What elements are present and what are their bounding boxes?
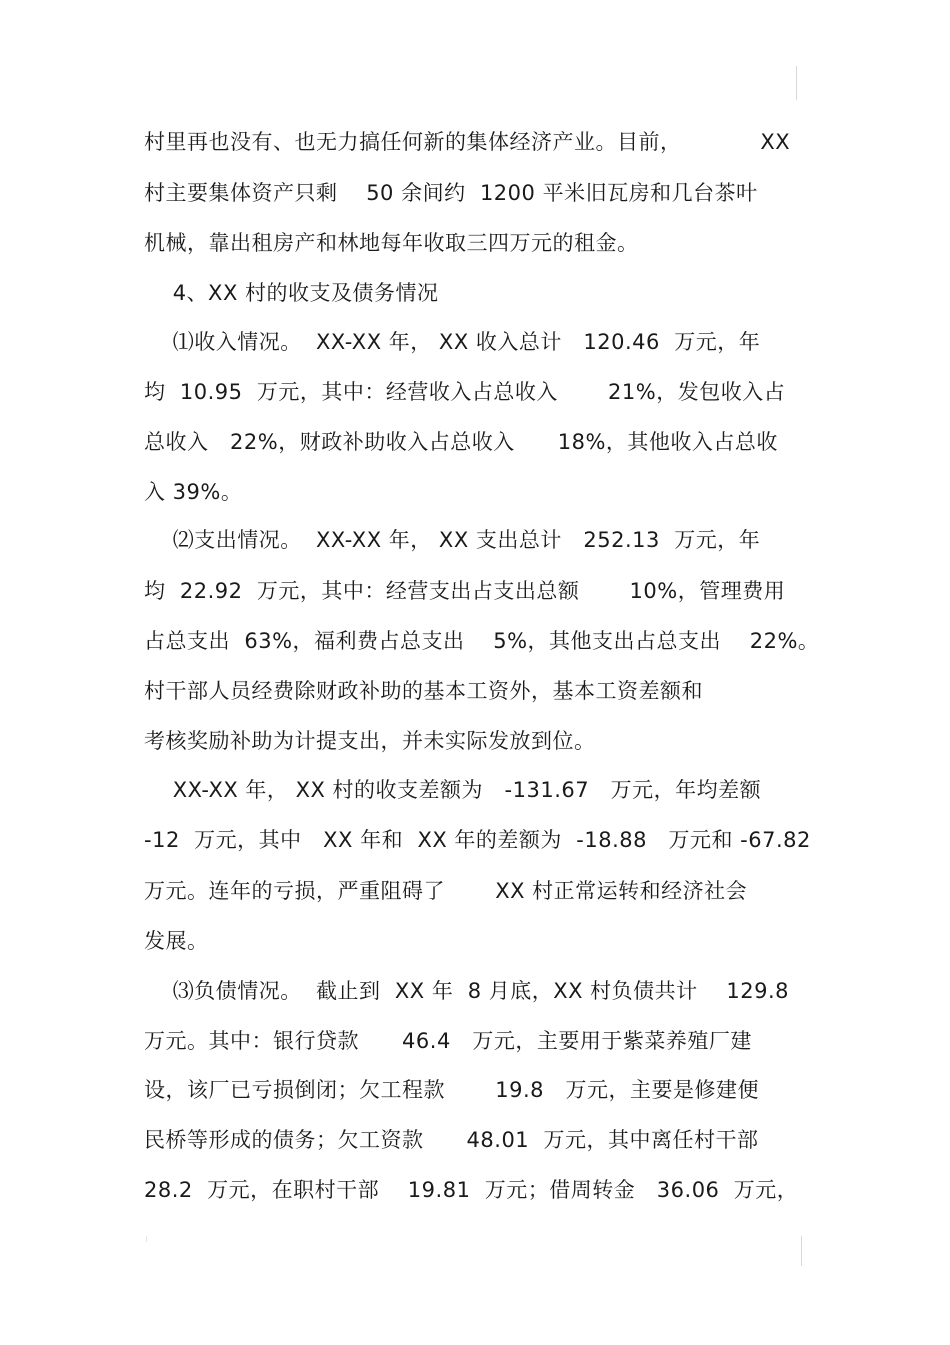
- text-line: 28.2 万元，在职村干部 19.81 万元；借周转金 36.06 万元，: [144, 1178, 799, 1202]
- text-line: 村干部人员经费除财政补助的基本工资外，基本工资差额和: [144, 679, 703, 703]
- page-corner-mark-bottom-right: [801, 1236, 802, 1266]
- text-line: 村主要集体资产只剩 50 余间约 1200 平米旧瓦房和几台茶叶: [144, 181, 758, 205]
- text-line: 万元。其中：银行贷款 46.4 万元，主要用于紫菜养殖厂建: [144, 1029, 752, 1053]
- text-line: 占总支出 63%，福利费占总支出 5%，其他支出占总支出 22%。: [144, 629, 820, 653]
- text-line: ⑴收入情况。 XX-XX 年， XX 收入总计 120.46 万元，年: [144, 330, 761, 354]
- section-heading: 4、XX 村的收支及债务情况: [144, 281, 439, 305]
- text-line: XX-XX 年， XX 村的收支差额为 -131.67 万元，年均差额: [144, 778, 762, 802]
- text-line: 民桥等形成的债务；欠工资款 48.01 万元，其中离任村干部: [144, 1128, 759, 1152]
- text-line: -12 万元，其中 XX 年和 XX 年的差额为 -18.88 万元和 -67.82: [144, 828, 811, 852]
- text-line: ⑶负债情况。 截止到 XX 年 8 月底，XX 村负债共计 129.8: [144, 979, 790, 1003]
- text-line: 总收入 22%，财政补助收入占总收入 18%，其他收入占总收: [144, 430, 778, 454]
- text-line: 考核奖励补助为计提支出，并未实际发放到位。: [144, 729, 596, 753]
- text-line: ⑵支出情况。 XX-XX 年， XX 支出总计 252.13 万元，年: [144, 528, 761, 552]
- text-line: 设，该厂已亏损倒闭；欠工程款 19.8 万元，主要是修建便: [144, 1078, 760, 1102]
- text-line: 万元。连年的亏损，严重阻碍了 XX 村正常运转和经济社会: [144, 879, 748, 903]
- text-line: 村里再也没有、也无力搞任何新的集体经济产业。目前， XX: [144, 130, 791, 154]
- text-line: 均 22.92 万元，其中：经营支出占支出总额 10%，管理费用: [144, 579, 786, 603]
- page-corner-mark-bottom-left: [146, 1236, 147, 1242]
- text-line: 入 39%。: [144, 480, 243, 504]
- text-line: 均 10.95 万元，其中：经营收入占总收入 21%，发包收入占: [144, 380, 786, 404]
- text-line: 机械，靠出租房产和林地每年收取三四万元的租金。: [144, 231, 639, 255]
- page-corner-mark-top-right: [796, 66, 797, 100]
- text-line: 发展。: [144, 929, 209, 953]
